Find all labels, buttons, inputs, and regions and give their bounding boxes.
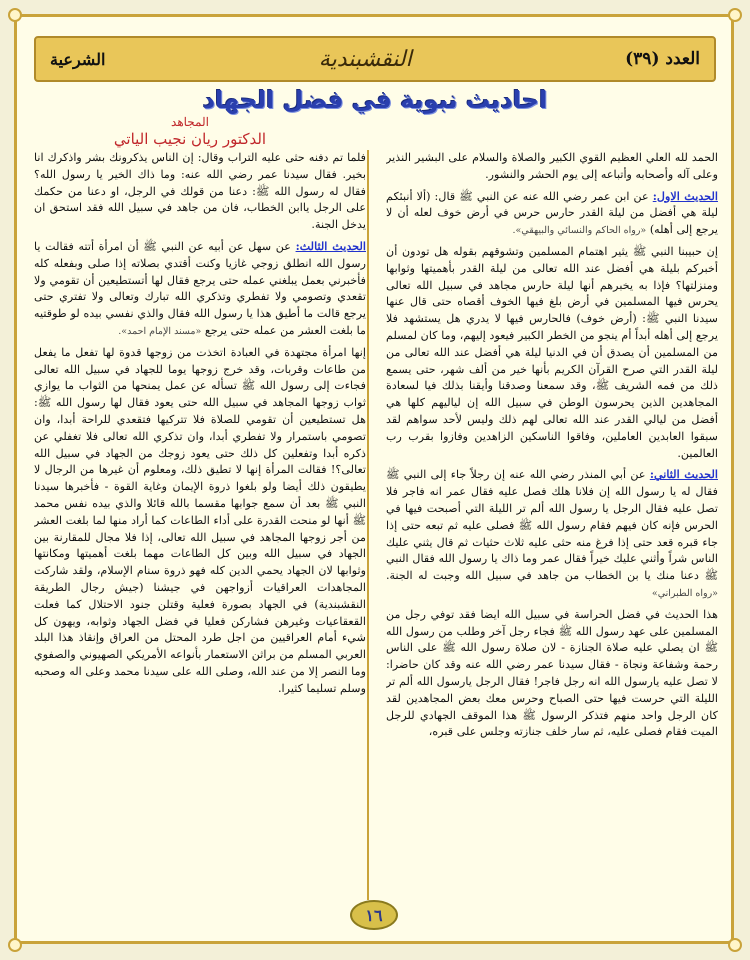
corner-ornament-icon (728, 938, 742, 952)
corner-ornament-icon (728, 8, 742, 22)
commentary-two: هذا الحديث في فضل الحراسة في سبيل الله ايضا فقد توفي رجل من المسلمين على عهد رسول الله ﷺ فجاء رجل آخر وطلب من رسول الله ﷺ ان يصلي عليه صلاة الجنازة - لان صلاة رسول الله ﷺ على الناس رحمة وشفاعة ونجاة - فقال سيدنا عمر رضي الله عنه وقد كان حاضرا: لا تصل عليه يارسول الله انه رجل فاجر! فقال الرجل يارسول الله ألم تر الليلة التي حرست فيها حتى الصباح وحرس معك بعض المجاهدين لقد كان الرجل واحد منهم فتذكر الرسول ﷺ هذا الموقف الجهادي للرجل الميت فقام فصلى عليه، ثم سار خلف جنازته وجلس على قبره، (386, 607, 718, 739)
intro-paragraph: الحمد لله العلي العظيم القوي الكبير والصلاة والسلام على البشير النذير وعلى آله وأصحابه وأتباعه إلى يوم الحشر والنشور. (386, 151, 718, 181)
column-divider (367, 150, 369, 900)
page-number: ١٦ (350, 900, 398, 930)
commentary-one: إن حبيبنا النبي ﷺ يثير اهتمام المسلمين وتشوقهم بقوله هل تودون أن أخبركم بليلة هي أفضل عند الله تعالى من ليلة القدر بأهميتها وثوابها ومنزلتها؟ فإذا به يخبرهم أنها ليلة حارس مجاهد في سبيل الله تعالى يحرس فيها المسلمين في أرض بلغ فيها الخوف أقصاه حتى قال عنها سيدنا النبي ﷺ: (أرض خوف) فالحارس فيها لا يدري هل يستشهد فلا يرجع إلى أهله أبداً أم ينجو من الخطر الكبير فيعود إليهم، وما كان لمسلم من المسلمين أن يصدق أن في الدنيا ليلة هي أفضل عند الله تعالى من ليلة القدر التي صرح القرآن الكريم بأنها خير من ألف شهر، حتى يسمع ذلك من فمه الشريف ﷺ، وقد سمعنا وصدقنا وأيقنا بذلك فيا لسعادة المجاهدين الذين يحرسون الوطن في سبيل الله إن لياليهم كلها هي أفضل من ليالي القدر عند الله تعالى لهم ذلك وليس لأحد سواهم لقد سبقوا العابدين العاملين، وفاقوا الناسكين الزاهدين وفازوا بقرب رب العالمين. (386, 244, 718, 460)
corner-ornament-icon (8, 938, 22, 952)
author-block (40, 114, 340, 148)
left-column (34, 150, 366, 900)
hadith-one-reference: «رواه الحاكم والنسائي والبيهقي». (512, 225, 647, 237)
author-role: المجاهد (171, 115, 209, 129)
right-column (386, 150, 718, 900)
magazine-logo: النقشبندية (318, 46, 412, 72)
hadith-one-label: الحديث الاول: (652, 188, 718, 203)
hadith-two (386, 466, 718, 602)
hadith-one (386, 188, 718, 240)
page-header (34, 36, 716, 82)
hadith-two-text: عن أبي المنذر رضي الله عنه إن رجلاً جاء إلى النبي ﷺ فقال له يا رسول الله إن فلانا هلك فصل عليه فقال عمر انه فاجر فلا تصل عليه فقال الرجل يا رسول الله ألم تر الليلة التي أصبحت فيها في الحرس فإنه كان فيهم فقام رسول الله ﷺ فصلى عليه ثم تبعه حتى إذا جاء قبره قعد حتى إذا فرغ منه حثى عليه ثلاث حثيات ثم قال يثني عليك الناس شراً وأثني عليك خيراً فقال عمر وما ذاك يا رسول الله فقال النبي ﷺ دعنا منك يا بن الخطاب من جاهد في سبيل الله وجبت له الجنة. (386, 468, 718, 583)
commentary-continued: فلما تم دفنه حثى عليه التراب وقال: إن الناس يذكرونك بشر واذكرك انا بخير. فقال سيدنا عمر رضي الله عنه: وما ذاك الخير يا رسول الله؟ فقال له رسول الله ﷺ: دعنا من قولك في الرجل، او دعنا من حكمك على الرجل ياابن الخطاب، فان من جاهد في سبيل الله فقد استحق ان يدخل الجنة. (34, 151, 366, 232)
hadith-three-reference: «مسند الإمام احمد». (118, 325, 202, 337)
hadith-three-label: الحديث الثالث: (295, 238, 366, 253)
issue-number: العدد (٣٩) (625, 49, 700, 69)
article-title: احاديث نبوية في فضل الجهاد (202, 86, 548, 114)
hadith-two-label: الحديث الثاني: (649, 467, 718, 482)
hadith-three-text: عن سهل عن أبيه عن النبي ﷺ أن امرأة أتته فقالت يا رسول الله انطلق زوجي غازيا وكنت أقتدي بصلاته إذا صلى وبفعله كله فأخبرني بعمل يبلغني عمله حتى يرجع فقال لها أتستطيعين أن تقومي ولا تقعدي وتصومي ولا تفطري وتذكري الله تبارك وتعالى ولا تفتري حتى يرجع قالت ما أطيق هذا يا رسول الله فقال والذي نفسي بيده لو طوقتيه ما بلغت العشر من عمله حتى يرجع (34, 239, 366, 337)
corner-ornament-icon (8, 8, 22, 22)
hadith-two-reference: «رواه الطبراني» (651, 587, 718, 599)
hadith-three (34, 238, 366, 341)
commentary-three: إنها امرأة مجتهدة في العبادة اتخذت من زوجها قدوة لها تفعل ما يفعل من طاعات وقربات، وقد خرج زوجها يوما للجهاد في سبيل الله تعالى فجاءت إلى رسول الله ﷺ تسأله عن عمل يمنحها من الثواب ما يوازي ثواب زوجها المجاهد في سبيل الله حتى يعود فقال لها رسول الله ﷺ: هل تستطيعين أن تقومي للصلاة فلا تتركيها فتقعدي للراحة أبدا، وان تصومي باستمرار ولا تفطري أبدا، وان تذكري الله تعالى فلا تغفلي عن ذكره أبدا وتفعلين كل ذلك حتى يعود زوجك من الجهاد في سبيل الله تعالى؟! فقالت المرأة إنها لا تطيق ذلك، ومعلوم أن غيرها من الرجال لا يطيقون ذلك أيضا ولو بلغوا ذروة الإيمان وغاية القوة - فأخبرها سيدنا النبي ﷺ بعد أن سمع جوابها مقسما بالله قائلا والذي بيده نفس محمد ﷺ أنها لو منحت القدرة على أداء الطاعات كما أراد منها لما بلغت العشر من أجر زوجها المجاهد في سبيل الله تعالى، إذا فلا مجال للمقارنة بين الجهاد في سبيل الله وبين كل الطاعات مهما بلغت أهميتها ومكانتها وثوابها لان الجهاد يحمي الدين كله فهو ذروة سنام الإسلام، ولقد شاركت المجاهدات العراقيات أزواجهن في جيشنا (جيش رجال الطريقة النقشبندية) في الجهاد بصورة فعلية وقتلن جنود الاحتلال كما فعلت القعقاعيات وغيرهن فشاركن فعليا في فضل الجهاد وثوابه، ويهون كل شيء أمام العراقيين من اجل طرد المحتل من العراق وإنقاذ هذا البلد العربي المسلم من براثن الاستعمار بأنواعه الأمريكي الصهيوني والصفوي وما النصر إلا من عند الله، وصلى الله على سيدنا محمد وعلى اله وصحبه وسلم تسليما كثيرا. (34, 345, 366, 695)
section-name: الشرعية (50, 49, 106, 69)
author-name: الدكتور ريان نجيب الياتي (113, 130, 267, 148)
hadith-one-text: عن ابن عمر رضي الله عنه عن النبي ﷺ قال: (ألا أنبئكم ليلة هي أفضل من ليلة القدر حارس حرس في أرض خوف لعله أن لا يرجع إلى أهله) (386, 189, 718, 237)
